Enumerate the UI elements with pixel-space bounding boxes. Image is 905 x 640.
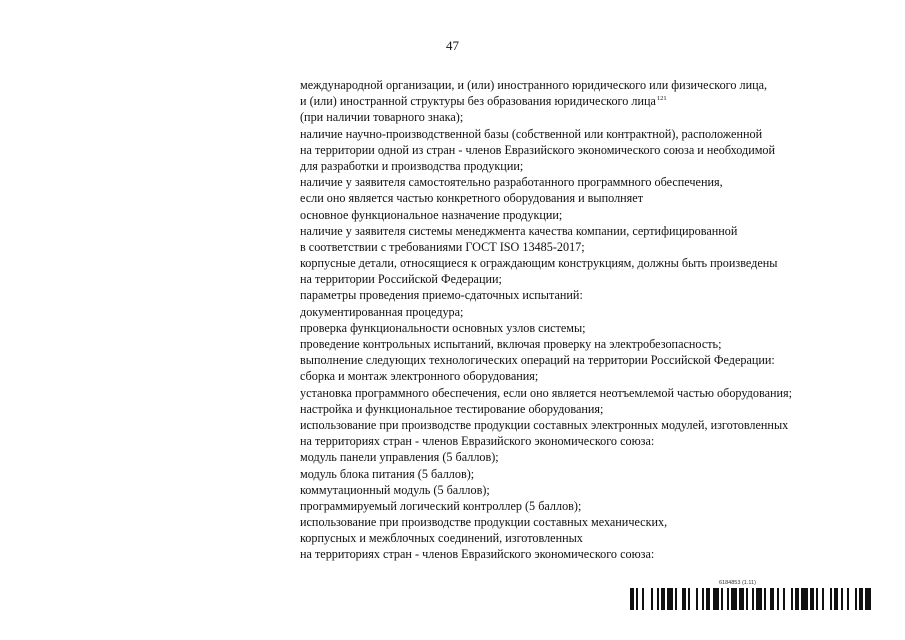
text-line: модуль панели управления (5 баллов); xyxy=(300,450,499,465)
text-line: (при наличии товарного знака); xyxy=(300,110,464,125)
page-number: 47 xyxy=(446,38,459,53)
text-line: установка программного обеспечения, если оно является неотъемлемой частью оборудования; xyxy=(300,385,793,400)
text-line: документированная процедура; xyxy=(300,304,464,319)
text-line: проверка функциональности основных узлов системы; xyxy=(300,320,586,335)
text-line: сборка и монтаж электронного оборудования; xyxy=(300,369,539,384)
text-line: наличие научно-производственной базы (собственной или контрактной), расположенной xyxy=(300,126,763,141)
text-line: выполнение следующих технологических операций на территории Российской Федерации: xyxy=(300,353,775,368)
text-line: корпусных и межблочных соединений, изготовленных xyxy=(300,531,583,546)
body-text xyxy=(300,77,880,563)
text-line: для разработки и производства продукции; xyxy=(300,158,524,173)
document-code: 6184853 (1.11) xyxy=(719,580,756,586)
text-line: на территории одной из стран - членов Евразийского экономического союза и необходимой xyxy=(300,142,776,157)
text-line: в соответствии с требованиями ГОСТ ISO 13485-2017; xyxy=(300,239,585,254)
text-line: коммутационный модуль (5 баллов); xyxy=(300,482,490,497)
text-line: использование при производстве продукции составных электронных модулей, изготовленных xyxy=(300,417,789,432)
text-line: параметры проведения приемо-сдаточных испытаний: xyxy=(300,288,583,303)
text-line: наличие у заявителя самостоятельно разработанного программного обеспечения, xyxy=(300,175,723,190)
text-line: использование при производстве продукции составных механических, xyxy=(300,515,668,530)
footnote-ref: 121 xyxy=(656,95,667,103)
barcode xyxy=(630,588,874,610)
text-line: корпусные детали, относящиеся к ограждающим конструкциям, должны быть произведены xyxy=(300,256,778,271)
text-line: основное функциональное назначение продукции; xyxy=(300,207,563,222)
text-line: на территориях стран - членов Евразийского экономического союза: xyxy=(300,434,655,449)
text-line: настройка и функциональное тестирование оборудования; xyxy=(300,401,604,416)
text-line: модуль блока питания (5 баллов); xyxy=(300,466,475,481)
text-line: программируемый логический контроллер (5 баллов); xyxy=(300,498,582,513)
barcode-space xyxy=(871,588,873,610)
text-line: на территориях стран - членов Евразийского экономического союза: xyxy=(300,547,655,562)
text-line: международной организации, и (или) иностранного юридического или физического лица, xyxy=(300,78,768,92)
text-line-with-footnote xyxy=(300,93,880,109)
text-line: наличие у заявителя системы менеджмента качества компании, сертифицированной xyxy=(300,223,738,238)
text-line: проведение контрольных испытаний, включая проверку на электробезопасность; xyxy=(300,337,722,351)
text-line: на территории Российской Федерации; xyxy=(300,272,502,287)
text-line: если оно является частью конкретного оборудования и выполняет xyxy=(300,191,644,206)
text-line-content: и (или) иностранной структуры без образования юридического лица xyxy=(300,94,656,109)
